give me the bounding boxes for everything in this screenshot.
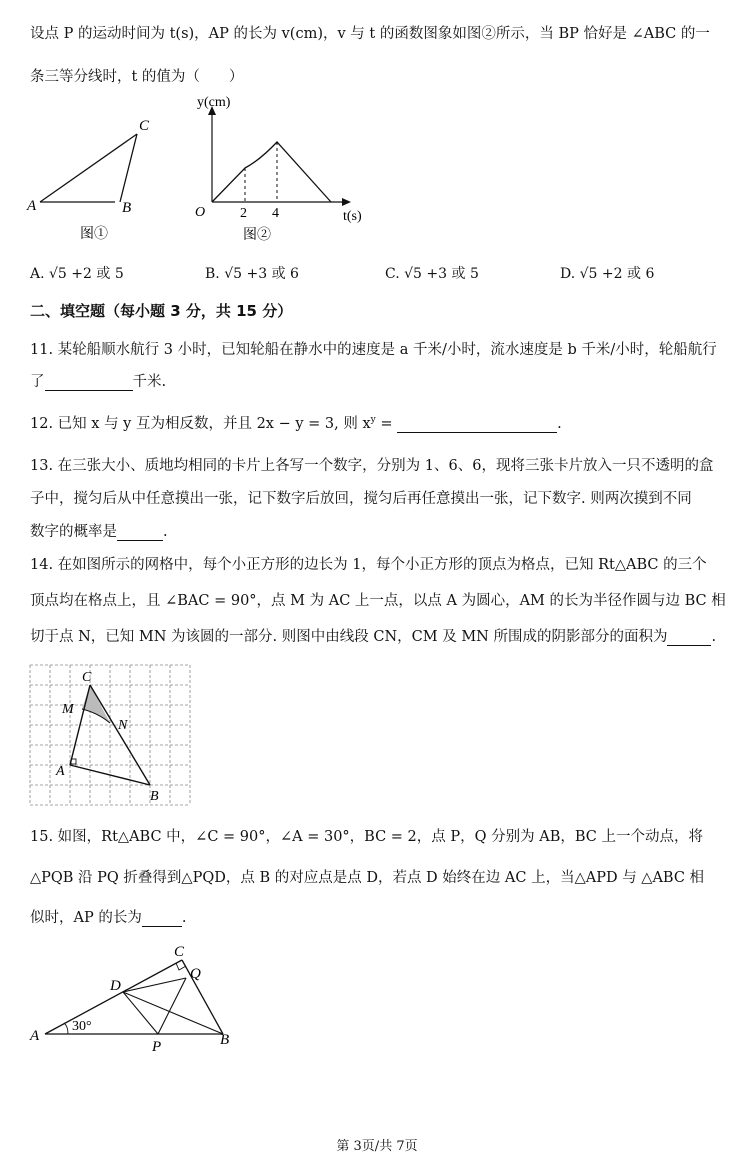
- page-footer: 第 3页/共 7页: [336, 1139, 418, 1154]
- q15-text-line2: △PQB 沿 PQ 折叠得到△PQD，点 B 的对应点是点 D，若点 D 始终在边 AC 上，当△APD 与 △ABC 相: [30, 870, 705, 886]
- graph-x-label: t(s): [343, 209, 362, 224]
- fig1-caption: 图①: [80, 227, 108, 242]
- q15-figure: [28, 938, 243, 1058]
- graph-tick-2: 2: [240, 206, 247, 221]
- section-2-heading: 二、填空题（每小题 3 分，共 15 分）: [30, 302, 293, 320]
- q14-label-c: C: [82, 670, 92, 685]
- q15-answer-blank[interactable]: [142, 910, 182, 927]
- q15-text-line3: 似时，AP 的长为 .: [30, 910, 187, 926]
- graph-curve: [212, 142, 331, 202]
- q15-label-a: A: [30, 1028, 40, 1044]
- q14-label-a: A: [56, 764, 65, 779]
- q14-grid-figure: [28, 663, 198, 808]
- option-d: D. √5 +2 或 6: [560, 266, 655, 282]
- q13-text-line2: 子中，搅匀后从中任意摸出一张，记下数字后放回，搅匀后再任意摸出一张，记下数字. 则两次摸到不同: [30, 491, 692, 507]
- q14-shaded-region: [82, 685, 110, 723]
- q13-text-line1: 13. 在三张大小、质地均相同的卡片上各写一个数字，分别为 1、6、6，现将三张卡片放入一只不透明的盒: [30, 458, 714, 474]
- q11-answer-blank[interactable]: [45, 374, 133, 391]
- graph-caption: 图②: [243, 228, 271, 243]
- q15-label-b: B: [220, 1032, 230, 1048]
- option-b: B. √5 +3 或 6: [205, 266, 299, 282]
- graph-y-label: y(cm): [197, 95, 231, 110]
- fig1-label-b: B: [122, 200, 132, 216]
- option-a: A. √5 +2 或 5: [30, 266, 124, 282]
- q15-label-p: P: [152, 1039, 162, 1055]
- q14-label-n: N: [118, 718, 128, 733]
- q14-answer-blank[interactable]: [667, 629, 711, 646]
- figure-2-graph: [185, 90, 370, 250]
- q12-text: 12. 已知 x 与 y 互为相反数，并且 2x − y = 3, 则 $x^y$ = .: [30, 415, 562, 432]
- q14-text-line3: 切于点 N，已知 MN 为该圆的一部分. 则图中由线段 CN，CM 及 MN 所围成的阴影部分的面积为 .: [30, 629, 717, 645]
- q14-text-line2: 顶点均在格点上，且 ∠BAC = 90°，点 M 为 AC 上一点，以点 A 为圆心，AM 的长为半径作圆与边 BC 相: [30, 593, 726, 609]
- option-c: C. √5 +3 或 5: [385, 266, 479, 282]
- q10-text-line2: 条三等分线时，t 的值为（ ）: [30, 69, 244, 85]
- x-axis-arrow: [342, 198, 351, 206]
- q14-label-m: M: [62, 702, 74, 717]
- graph-origin: O: [195, 205, 206, 220]
- q13-answer-blank[interactable]: [117, 524, 163, 541]
- q11-text-line1: 11. 某轮船顺水航行 3 小时，已知轮船在静水中的速度是 a 千米/小时，流水速度是 b 千米/小时，轮船航行: [30, 342, 717, 358]
- q15-text-line1: 15. 如图，Rt△ABC 中，∠C = 90°，∠A = 30°，BC = 2，点 P，Q 分别为 AB，BC 上一个动点，将: [30, 829, 704, 845]
- q15-angle-label: 30°: [72, 1019, 92, 1034]
- q14-label-b: B: [150, 789, 159, 804]
- q15-label-q: Q: [190, 966, 201, 982]
- q14-text-line1: 14. 在如图所示的网格中，每个小正方形的边长为 1，每个小正方形的顶点为格点，已知 Rt△ABC 的三个: [30, 557, 707, 573]
- q13-text-line3: 数字的概率是 .: [30, 524, 168, 540]
- graph-tick-4: 4: [272, 206, 279, 221]
- q15-label-c: C: [174, 944, 185, 960]
- q12-answer-blank[interactable]: [397, 416, 557, 433]
- q15-label-d: D: [110, 978, 121, 994]
- q10-text-line1: 设点 P 的运动时间为 t(s)，AP 的长为 v(cm)，v 与 t 的函数图象如图②所示，当 BP 恰好是 ∠ABC 的一: [30, 26, 710, 42]
- fig1-label-c: C: [139, 118, 150, 134]
- fig1-label-a: A: [27, 198, 37, 214]
- figure-1-triangle: [25, 112, 165, 247]
- q11-text-line2: 了 千米.: [30, 374, 167, 390]
